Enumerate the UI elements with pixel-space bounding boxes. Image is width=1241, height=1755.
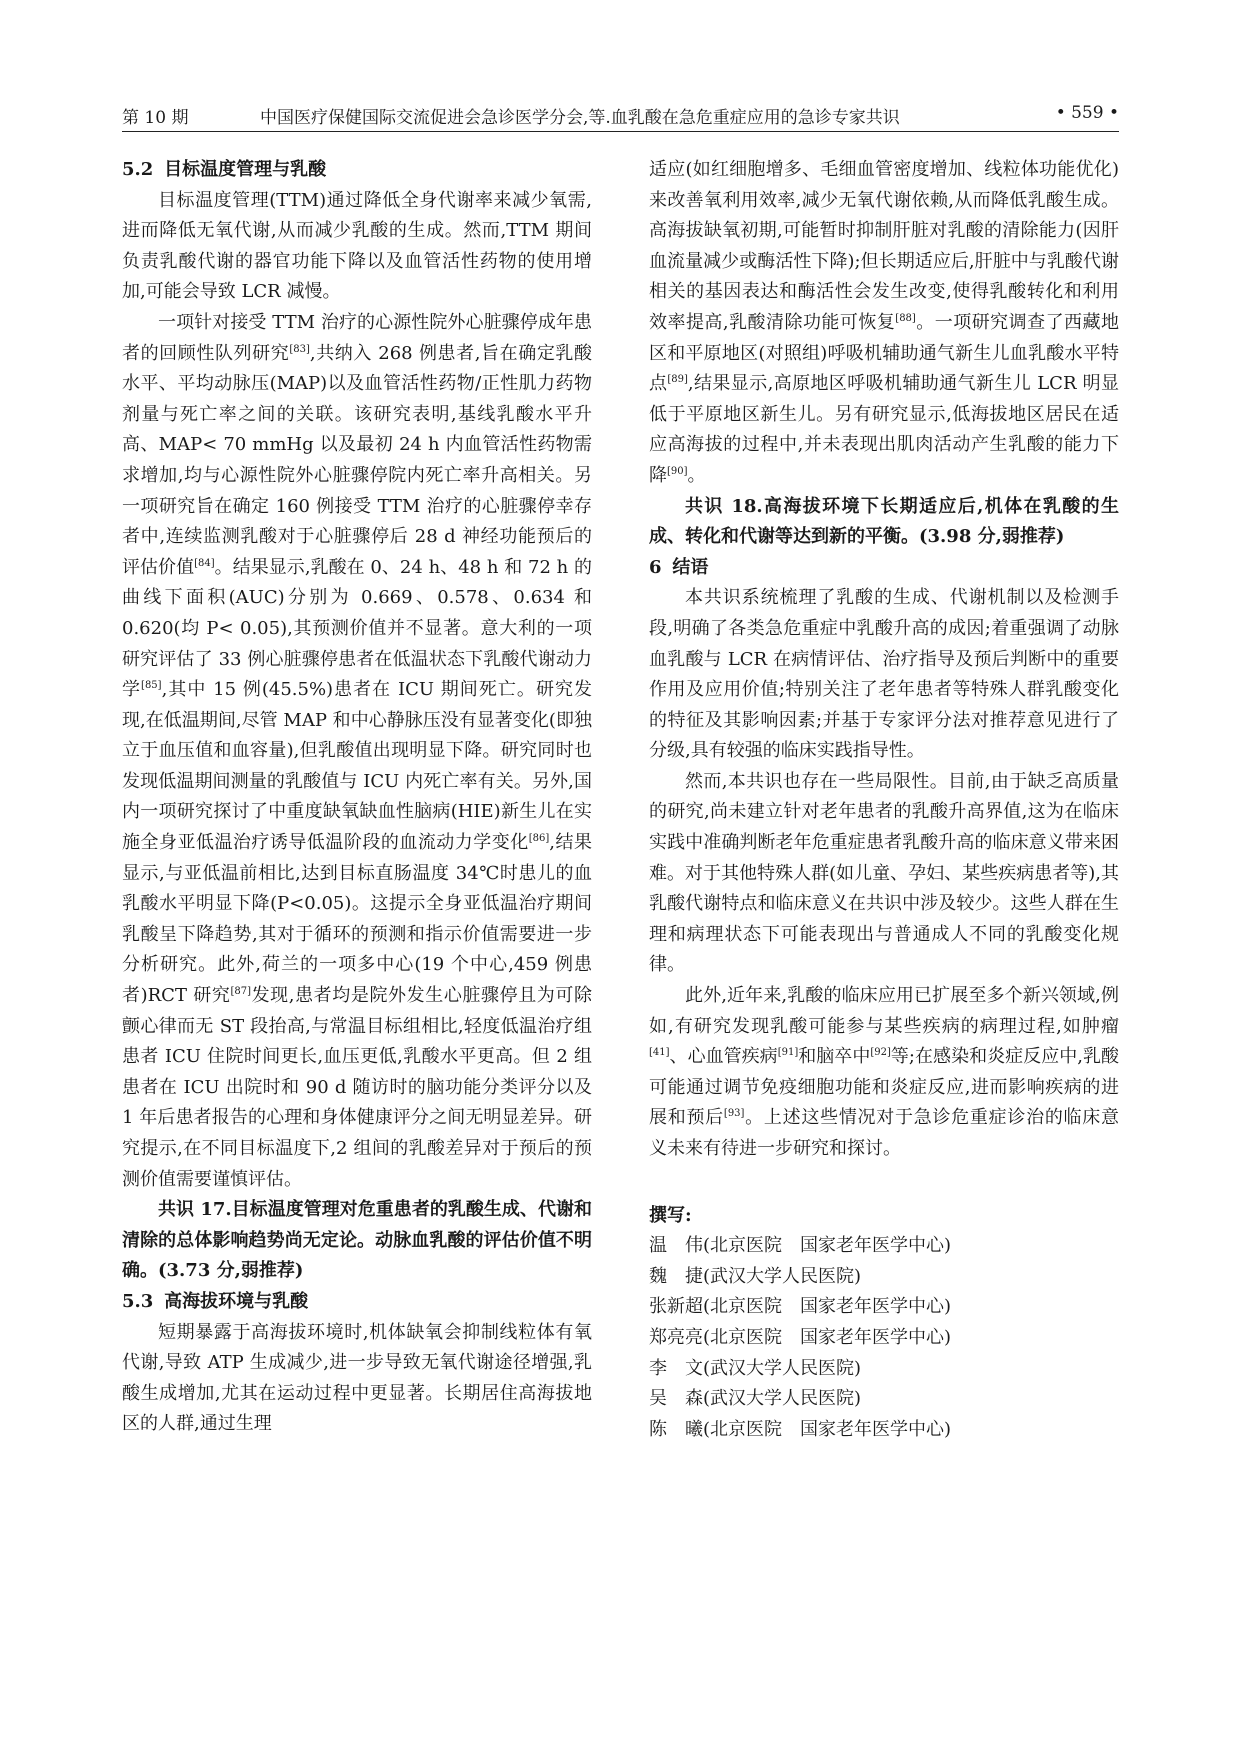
citation-89[interactable]: [89]	[667, 374, 688, 386]
citation-88[interactable]: [88]	[895, 312, 916, 324]
section-title: 高海拔环境与乳酸	[164, 1290, 309, 1312]
text-run: 。	[687, 464, 706, 486]
author-line: 陈 曦(北京医院 国家老年医学中心)	[649, 1418, 952, 1440]
citation-86[interactable]: [86]	[528, 833, 550, 845]
page-number: • 559 •	[1055, 103, 1119, 123]
paragraph	[649, 981, 1119, 1165]
authors-heading: 撰写:	[649, 1204, 692, 1226]
citation-84[interactable]: [84]	[194, 557, 215, 569]
section-number: 5.3	[122, 1290, 154, 1312]
text-run: 此外,近年来,乳酸的临床应用已扩展至多个新兴领域,例如,有研究发现乳酸可能参与某些疾病的病理过程,如肿瘤	[649, 985, 1119, 1037]
text-run: ,其中 15 例(45.5%)患者在 ICU 期间死亡。研究发现,在低温期间,尽管 MAP 和中心静脉压没有显著变化(即独立于血压值和血容量),但乳酸值出现明显下降。研究同时也发现低温期间测量的乳酸值与 ICU 内死亡率有关。另外,国内一项研究探讨了中重度缺氧缺血性脑病(HIE)新生儿在实施全身亚低温治疗诱导低温阶段的血流动力学变化	[122, 679, 593, 854]
text-run: 适应(如红细胞增多、毛细血管密度增加、线粒体功能优化)来改善氧利用效率,减少无氧代谢依赖,从而降低乳酸生成。高海拔缺氧初期,可能暂时抑制肝脏对乳酸的清除能力(因肝血流量减少或酶活性下降);但长期适应后,肝脏中与乳酸代谢相关的基因表达和酶活性会发生改变,使得乳酸转化和利用效率提高,乳酸清除功能可恢复	[649, 159, 1119, 333]
author-line: 李 文(武汉大学人民医院)	[649, 1357, 862, 1379]
section-number: 5.2	[122, 159, 154, 180]
text-run: 和脑卒中	[798, 1046, 871, 1068]
issue-number: 第 10 期	[122, 108, 189, 128]
left-column	[122, 155, 592, 1440]
text-run: 。一项研究调查了西藏地区和平原地区(对照组)呼吸机辅助通气新生儿血乳酸水平特点	[649, 311, 1119, 395]
section-number: 6	[649, 556, 662, 578]
citation-83[interactable]: [83]	[289, 343, 310, 355]
text-run: 发现,患者均是院外发生心脏骤停且为可除颤心律而无 ST 段抬高,与常温目标组相比,轻度低温治疗组患者 ICU 住院时间更长,血压更低,乳酸水平更高。但 2 组患者在 ICU 出院时和 90 d 随访时的脑功能分类评分以及 1 年后患者报告的心理和身体健康评分之间无明显差异。研究提示,在不同目标温度下,2 组间的乳酸差异对于预后的预测价值需要谨慎评估。	[122, 985, 592, 1190]
paragraph: 目标温度管理(TTM)通过降低全身代谢率来减少氧需,进而降低无氧代谢,从而减少乳酸的生成。然而,TTM 期间负责乳酸代谢的器官功能下降以及血管活性药物的使用增加,可能会导致 LCR 减慢。	[122, 189, 592, 303]
section-heading-5-2	[122, 155, 592, 186]
citation-93[interactable]: [93]	[723, 1108, 745, 1120]
paragraph	[122, 308, 592, 1195]
citation-92[interactable]: [92]	[870, 1047, 891, 1059]
text-run: 、心血管疾病	[669, 1046, 778, 1068]
consensus-17: 共识 17.目标温度管理对危重患者的乳酸生成、代谢和清除的总体影响趋势尚无定论。动脉血乳酸的评估价值不明确。(3.73 分,弱推荐)	[122, 1199, 592, 1282]
consensus-18: 共识 18.高海拔环境下长期适应后,机体在乳酸的生成、转化和代谢等达到新的平衡。(3.98 分,弱推荐)	[649, 495, 1119, 548]
author-line: 魏 捷(武汉大学人民医院)	[649, 1265, 862, 1287]
running-title: 中国医疗保健国际交流促进会急诊医学分会,等.血乳酸在急危重症应用的急诊专家共识	[260, 108, 900, 128]
citation-85[interactable]: [85]	[141, 680, 162, 692]
paragraph: 然而,本共识也存在一些局限性。目前,由于缺乏高质量的研究,尚未建立针对老年患者的乳酸升高界值,这为在临床实践中准确判断老年危重症患者乳酸升高的临床意义带来困难。对于其他特殊人群(如儿童、孕妇、某些疾病患者等),其乳酸代谢特点和临床意义在共识中涉及较少。这些人群在生理和病理状态下可能表现出与普通成人不同的乳酸变化规律。	[649, 770, 1119, 976]
text-run: 等;在感染和炎症反应中,乳酸可能通过调节免疫细胞功能和炎症反应,进而影响疾病的进展和预后	[649, 1046, 1120, 1129]
section-heading-6	[649, 553, 1119, 584]
citation-87[interactable]: [87]	[230, 986, 251, 998]
right-column	[649, 155, 1119, 1445]
paragraph: 短期暴露于高海拔环境时,机体缺氧会抑制线粒体有氧代谢,导致 ATP 生成减少,进一步导致无氧代谢途径增强,乳酸生成增加,尤其在运动过程中更显著。长期居住高海拔地区的人群,通过生理	[122, 1321, 592, 1435]
citation-41[interactable]: [41]	[649, 1047, 670, 1059]
author-list	[649, 1231, 1119, 1445]
text-run: ,结果显示,高原地区呼吸机辅助通气新生儿 LCR 明显低于平原地区新生儿。另有研究显示,低海拔地区居民在适应高海拔的过程中,并未表现出肌肉活动产生乳酸的能力下降	[649, 373, 1119, 486]
text-run: 。结果显示,乳酸在 0、24 h、48 h 和 72 h 的曲线下面积(AUC)分别为 0.669、0.578、0.634 和 0.620(均 P< 0.05),其预测价值并不显著。意大利的一项研究评估了 33 例心脏骤停患者在低温状态下乳酸代谢动力学	[122, 556, 593, 701]
text-run: 一项针对接受 TTM 治疗的心源性院外心脏骤停成年患者的回顾性队列研究	[122, 311, 592, 364]
running-header	[122, 103, 1119, 132]
author-line: 吴 森(武汉大学人民医院)	[649, 1388, 862, 1410]
citation-91[interactable]: [91]	[777, 1047, 799, 1059]
citation-90[interactable]: [90]	[667, 465, 688, 477]
section-heading-5-3	[122, 1287, 592, 1318]
author-line: 张新超(北京医院 国家老年医学中心)	[649, 1296, 952, 1318]
section-title: 结语	[672, 556, 709, 578]
text-run: ,共纳入 268 例患者,旨在确定乳酸水平、平均动脉压(MAP)以及血管活性药物/正性肌力药物剂量与死亡率之间的关联。该研究表明,基线乳酸水平升高、MAP< 70 mmHg 以及最初 24 h 内血管活性药物需求增加,均与心源性院外心脏骤停院内死亡率升高相关。另一项研究旨在确定 160 例接受 TTM 治疗的心脏骤停幸存者中,连续监测乳酸对于心脏骤停后 28 d 神经功能预后的评估价值	[122, 342, 593, 578]
author-line: 郑亮亮(北京医院 国家老年医学中心)	[649, 1326, 952, 1348]
author-line: 温 伟(北京医院 国家老年医学中心)	[649, 1235, 952, 1257]
paragraph: 本共识系统梳理了乳酸的生成、代谢机制以及检测手段,明确了各类急危重症中乳酸升高的成因;着重强调了动脉血乳酸与 LCR 在病情评估、治疗指导及预后判断中的重要作用及应用价值;特别关注了老年患者等特殊人群乳酸变化的特征及其影响因素;并基于专家评分法对推荐意见进行了分级,具有较强的临床实践指导性。	[649, 587, 1119, 762]
paragraph-continued	[649, 155, 1119, 492]
section-title: 目标温度管理与乳酸	[164, 159, 327, 180]
text-run: 。上述这些情况对于急诊危重症诊治的临床意义未来有待进一步研究和探讨。	[649, 1107, 1120, 1159]
text-run: ,结果显示,与亚低温前相比,达到目标直肠温度 34℃时患儿的血乳酸水平明显下降(P<0.05)。这提示全身亚低温治疗期间乳酸呈下降趋势,其对于循环的预测和指示价值需要进一步分析研究。此外,荷兰的一项多中心(19 个中心,459 例患者)RCT 研究	[122, 832, 592, 1007]
